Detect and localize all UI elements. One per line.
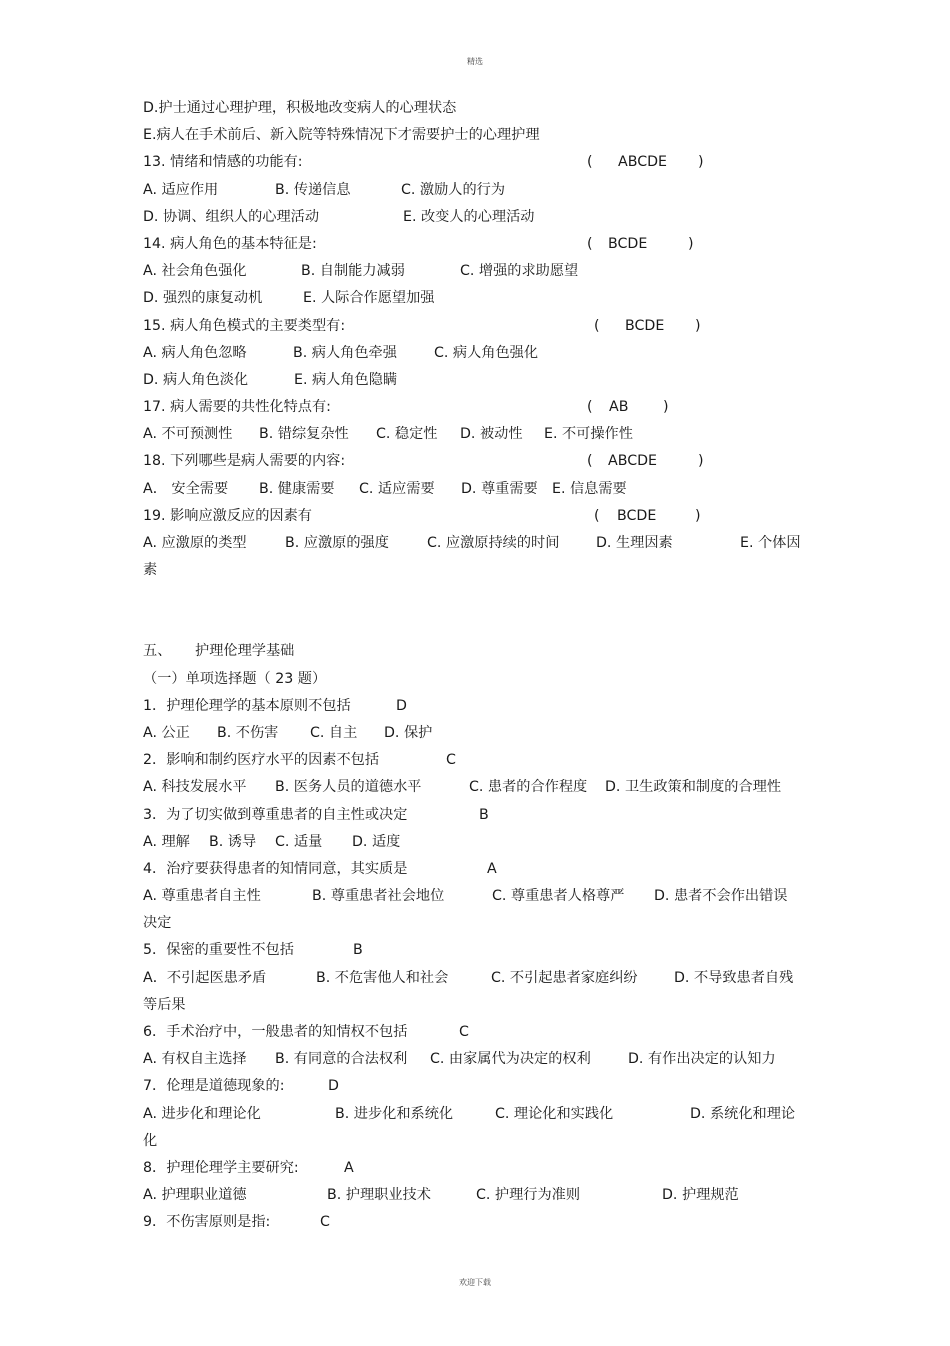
option-c: C. 适应需要 (359, 480, 435, 497)
options-line (143, 258, 823, 285)
option-e: E. 不可操作性 (544, 426, 633, 443)
question-18 (143, 448, 823, 475)
option-c: C. 适量 (275, 833, 323, 850)
question-2 (143, 747, 823, 774)
option-text: 化 (143, 1132, 158, 1149)
option-d: D. 强烈的康复动机 (143, 290, 263, 307)
options-line (143, 367, 823, 394)
answer-close-paren: ) (688, 235, 694, 252)
question-15 (143, 313, 823, 340)
option-c: C. 自主 (310, 724, 358, 741)
options-line (143, 1046, 823, 1073)
subsection-title: （一）单项选择题（ 23 题） (143, 670, 327, 687)
option-d: D. 保护 (384, 724, 433, 741)
option-c: C. 增强的求助愿望 (460, 263, 579, 280)
option-e: E. 病人角色隐瞒 (294, 371, 398, 388)
question-stem: 17. 病人需要的共性化特点有: (143, 399, 331, 416)
answer-key: C (446, 752, 456, 769)
option-a: A. 应激原的类型 (143, 535, 247, 551)
option-a: A. 进步化和理论化 (143, 1105, 261, 1122)
answer-close-paren: ) (698, 154, 704, 171)
answer-key: A (487, 860, 497, 877)
option-d: D. 适度 (352, 833, 401, 850)
option-d: D. 病人角色淡化 (143, 371, 249, 388)
option-d: D. 尊重需要 (461, 480, 538, 497)
question-5 (143, 937, 823, 964)
answer-open-paren: ( (594, 317, 600, 334)
option-b: B. 传递信息 (275, 181, 351, 198)
option-a: A. 科技发展水平 (143, 779, 247, 796)
option-b: B. 错综复杂性 (259, 426, 349, 443)
answer-key: C (320, 1214, 330, 1231)
subsection-heading (143, 666, 823, 693)
question-4 (143, 856, 823, 883)
option-a: A. 护理职业道德 (143, 1187, 247, 1204)
option-b: B. 护理职业技术 (327, 1187, 431, 1204)
document-body (143, 95, 823, 1237)
option-b: B. 尊重患者社会地位 (312, 888, 445, 905)
option-d: D. 系统化和理论 (690, 1105, 796, 1122)
options-line (143, 965, 823, 992)
question-stem: 15. 病人角色模式的主要类型有: (143, 317, 346, 334)
answer-open-paren: ( (587, 154, 593, 171)
option-c: C. 由家属代为决定的权利 (430, 1051, 591, 1068)
option-b: B. 进步化和系统化 (335, 1105, 454, 1122)
section-heading (143, 638, 823, 665)
option-text: D.护士通过心理护理，积极地改变病人的心理状态 (143, 100, 457, 116)
question-stem: 4．治疗要获得患者的知情同意，其实质是 (143, 860, 408, 877)
option-e: E. 个体因 (740, 535, 801, 551)
options-line (143, 177, 823, 204)
answer-close-paren: ) (695, 507, 701, 524)
answer-key: ABCDE (618, 154, 667, 171)
answer-open-paren: ( (594, 507, 600, 524)
options-line (143, 720, 823, 747)
option-d: D. 有作出决定的认知力 (628, 1051, 776, 1068)
options-line-wrap (143, 910, 823, 937)
option-b: B. 健康需要 (259, 480, 335, 497)
option-d: D. 卫生政策和制度的合理性 (605, 779, 782, 796)
question-stem: 18. 下列哪些是病人需要的内容: (143, 453, 346, 470)
answer-key: D (328, 1078, 339, 1095)
option-text: 素 (143, 562, 158, 579)
options-line (143, 530, 823, 557)
section-gap (143, 584, 823, 638)
answer-key: A (344, 1159, 354, 1176)
option-d: D. 护理规范 (662, 1187, 739, 1204)
section-number: 五、 (143, 643, 172, 660)
option-c: C. 病人角色强化 (434, 344, 539, 361)
option-line (143, 122, 823, 149)
option-d: D. 协调、组织人的心理活动 (143, 208, 320, 225)
answer-key: BCDE (608, 235, 648, 252)
question-19 (143, 503, 823, 530)
answer-close-paren: ) (663, 399, 669, 416)
option-e: E. 人际合作愿望加强 (303, 290, 435, 307)
question-6 (143, 1019, 823, 1046)
options-line (143, 285, 823, 312)
option-a: A． 安全需要 (143, 480, 229, 497)
answer-key: D (396, 697, 407, 714)
question-stem: 9．不伤害原则是指: (143, 1214, 271, 1231)
option-text: 等后果 (143, 996, 186, 1013)
option-d: D. 不导致患者自残 (674, 969, 794, 986)
option-b: B. 病人角色牵强 (293, 344, 397, 361)
question-17 (143, 394, 823, 421)
options-line (143, 1182, 823, 1209)
options-line (143, 421, 823, 448)
option-b: B. 不伤害 (217, 724, 279, 741)
answer-open-paren: ( (587, 235, 593, 252)
question-14 (143, 231, 823, 258)
question-stem: 14. 病人角色的基本特征是: (143, 235, 317, 252)
options-line (143, 774, 823, 801)
question-8 (143, 1155, 823, 1182)
option-b: B. 有同意的合法权利 (275, 1051, 408, 1068)
question-1 (143, 693, 823, 720)
answer-key: BCDE (625, 317, 665, 334)
question-13 (143, 149, 823, 176)
option-a: A. 尊重患者自主性 (143, 888, 261, 905)
question-stem: 2．影响和制约医疗水平的因素不包括 (143, 752, 380, 769)
options-line (143, 476, 823, 503)
question-stem: 5．保密的重要性不包括 (143, 942, 294, 959)
answer-key: AB (609, 399, 629, 416)
options-line-wrap (143, 992, 823, 1019)
options-line-wrap (143, 1128, 823, 1155)
options-line (143, 883, 823, 910)
option-c: C. 护理行为准则 (476, 1187, 581, 1204)
options-line (143, 829, 823, 856)
answer-key: B (479, 806, 489, 823)
question-stem: 6．手术治疗中，一般患者的知情权不包括 (143, 1024, 408, 1040)
option-c: C. 理论化和实践化 (495, 1105, 614, 1122)
option-a: A. 理解 (143, 833, 190, 850)
answer-close-paren: ) (698, 453, 704, 470)
question-stem: 7．伦理是道德现象的: (143, 1078, 285, 1095)
option-d: D. 生理因素 (596, 535, 673, 551)
question-7 (143, 1073, 823, 1100)
option-c: C. 尊重患者人格尊严 (492, 888, 625, 905)
answer-key: C (459, 1024, 469, 1040)
option-d: D. 被动性 (460, 426, 523, 443)
option-b: B. 诱导 (209, 833, 257, 850)
question-stem: 19. 影响应激反应的因素有 (143, 507, 312, 524)
option-a: A. 有权自主选择 (143, 1051, 247, 1068)
option-text: 决定 (143, 915, 172, 932)
option-a: A. 适应作用 (143, 181, 219, 198)
question-stem: 3．为了切实做到尊重患者的自主性或决定 (143, 806, 408, 823)
options-line (143, 204, 823, 231)
option-b: B. 不危害他人和社会 (316, 969, 449, 986)
option-a: A．不引起医患矛盾 (143, 969, 267, 986)
question-stem: 8．护理伦理学主要研究: (143, 1159, 299, 1176)
option-a: A. 病人角色忽略 (143, 344, 247, 361)
answer-open-paren: ( (587, 399, 593, 416)
question-9 (143, 1209, 823, 1236)
options-line (143, 340, 823, 367)
option-c: C. 不引起患者家庭纠纷 (491, 969, 638, 986)
option-e: E. 改变人的心理活动 (403, 208, 535, 225)
option-b: B. 医务人员的道德水平 (275, 779, 422, 796)
answer-key: BCDE (617, 507, 657, 524)
option-d: D. 患者不会作出错误 (654, 888, 788, 905)
option-a: A. 社会角色强化 (143, 263, 247, 280)
option-c: C. 稳定性 (376, 426, 438, 443)
option-text: E.病人在手术前后、新入院等特殊情况下才需要护士的心理护理 (143, 127, 540, 144)
option-b: B. 应激原的强度 (285, 535, 389, 551)
page-header: 精选 (467, 57, 483, 66)
answer-key: B (353, 942, 363, 959)
option-line (143, 95, 823, 122)
options-line-wrap (143, 557, 823, 584)
answer-close-paren: ) (695, 317, 701, 334)
options-line (143, 1101, 823, 1128)
option-c: C. 患者的合作程度 (469, 779, 588, 796)
question-3 (143, 802, 823, 829)
question-stem: 13. 情绪和情感的功能有: (143, 154, 303, 171)
question-stem: 1．护理伦理学的基本原则不包括 (143, 697, 351, 714)
option-c: C. 激励人的行为 (401, 181, 506, 198)
option-c: C. 应激原持续的时间 (427, 535, 560, 551)
section-title: 护理伦理学基础 (195, 643, 295, 660)
page-footer: 欢迎下载 (459, 1278, 491, 1287)
option-b: B. 自制能力减弱 (301, 263, 405, 280)
option-a: A. 公正 (143, 724, 190, 741)
option-a: A. 不可预测性 (143, 426, 233, 443)
answer-key: ABCDE (608, 453, 657, 470)
answer-open-paren: ( (587, 453, 593, 470)
option-e: E. 信息需要 (552, 480, 627, 497)
